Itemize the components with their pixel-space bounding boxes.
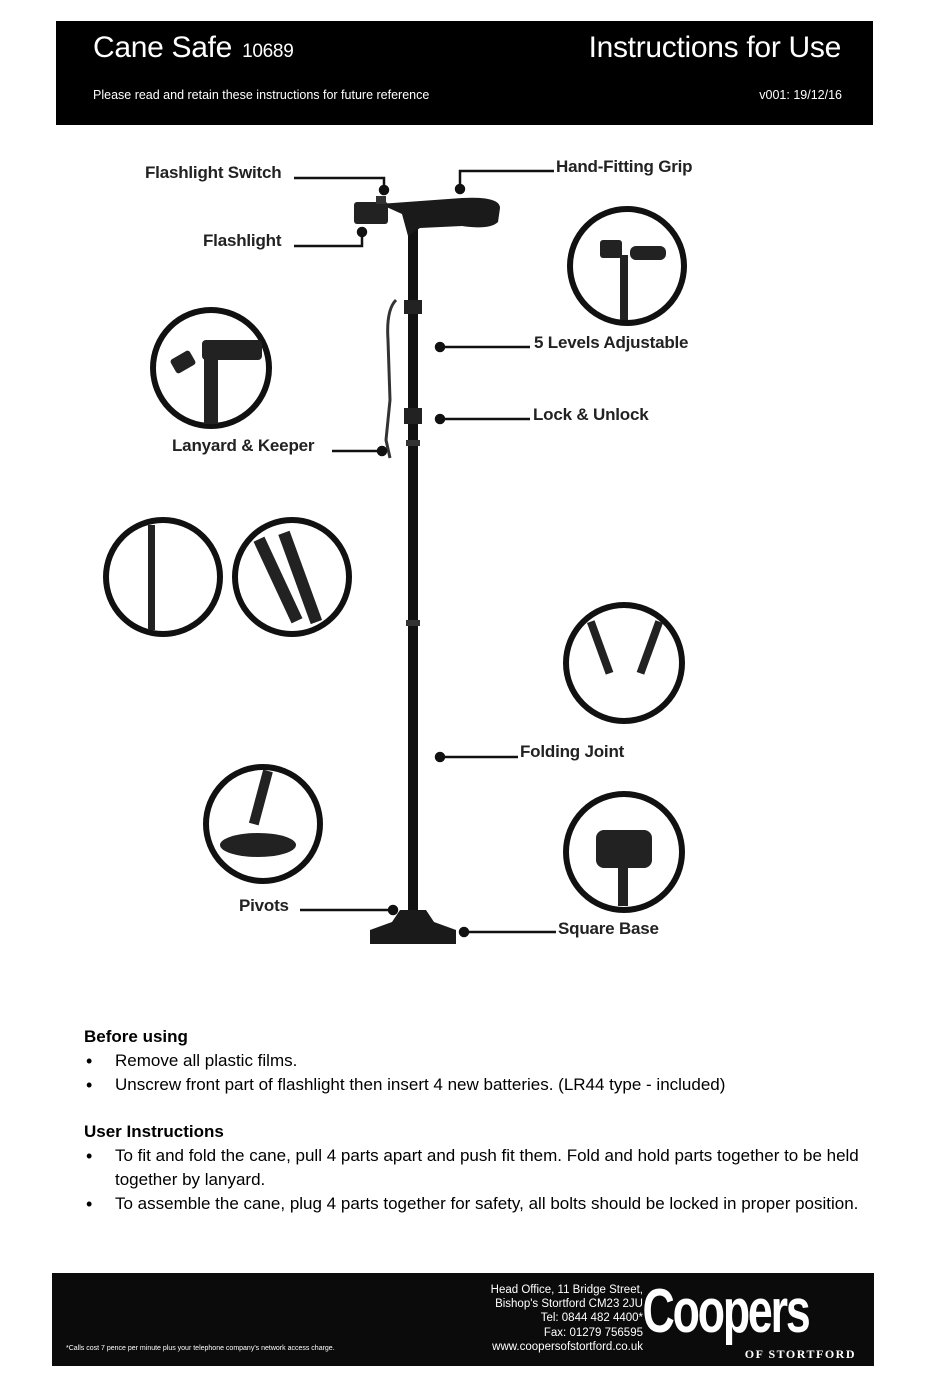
section-user-instructions [84, 1120, 874, 1216]
section-heading: Before using [84, 1027, 188, 1046]
label-five-levels-adjustable: 5 Levels Adjustable [534, 333, 689, 352]
detail-circle-hand-lanyard [106, 520, 220, 634]
call-cost-note: *Calls cost 7 pence per minute plus your telephone company's network access charge. [66, 1345, 335, 1352]
document-footer [52, 1273, 874, 1366]
label-flashlight-switch: Flashlight Switch [145, 163, 282, 182]
list-item: • Unscrew front part of flashlight then insert 4 new batteries. (LR44 type - included) [84, 1073, 874, 1097]
fax: Fax: 01279 756595 [543, 1326, 643, 1339]
list-item: • Remove all plastic films. [84, 1049, 874, 1073]
product-title [93, 31, 293, 65]
bullet-list [84, 1144, 874, 1216]
label-pivots: Pivots [239, 896, 289, 915]
label-folding-joint: Folding Joint [520, 742, 625, 761]
cane-illustration [90, 140, 850, 1000]
list-item: • To fit and fold the cane, pull 4 parts apart and push fit them. Fold and hold parts together to be held together by lanyard. [84, 1144, 874, 1192]
phone: Tel: 0844 482 4400* [540, 1312, 643, 1325]
label-flashlight: Flashlight [203, 231, 282, 250]
document-header [56, 21, 873, 125]
company-address [491, 1283, 643, 1354]
instructions [84, 1025, 874, 1239]
product-code: 10689 [242, 41, 294, 62]
section-before-using [84, 1025, 874, 1097]
product-name: Cane Safe [93, 31, 233, 64]
label-square-base: Square Base [558, 919, 659, 938]
section-heading: User Instructions [84, 1122, 224, 1141]
header-subtitle: Please read and retain these instructions for future reference [93, 88, 430, 102]
list-item: • To assemble the cane, plug 4 parts together for safety, all bolts should be locked in proper position. [84, 1192, 874, 1216]
bullet-list [84, 1049, 874, 1097]
address-line: Head Office, 11 Bridge Street, [490, 1284, 643, 1296]
detail-circle-folding [566, 605, 682, 721]
company-logo-subtitle: OF STORTFORD [744, 1347, 856, 1361]
label-lanyard-keeper: Lanyard & Keeper [172, 436, 315, 455]
cane-diagram [90, 140, 850, 1000]
document-type: Instructions for Use [588, 31, 841, 64]
label-lock-unlock: Lock & Unlock [533, 405, 649, 424]
address-line: Bishop's Stortford CM23 2JU [495, 1298, 643, 1311]
website-link[interactable]: www.coopersofstortford.co.uk [492, 1340, 643, 1353]
document-version: v001: 19/12/16 [759, 88, 842, 102]
label-hand-fitting-grip: Hand-Fitting Grip [556, 157, 693, 176]
company-logo: Coopers [642, 1277, 808, 1346]
